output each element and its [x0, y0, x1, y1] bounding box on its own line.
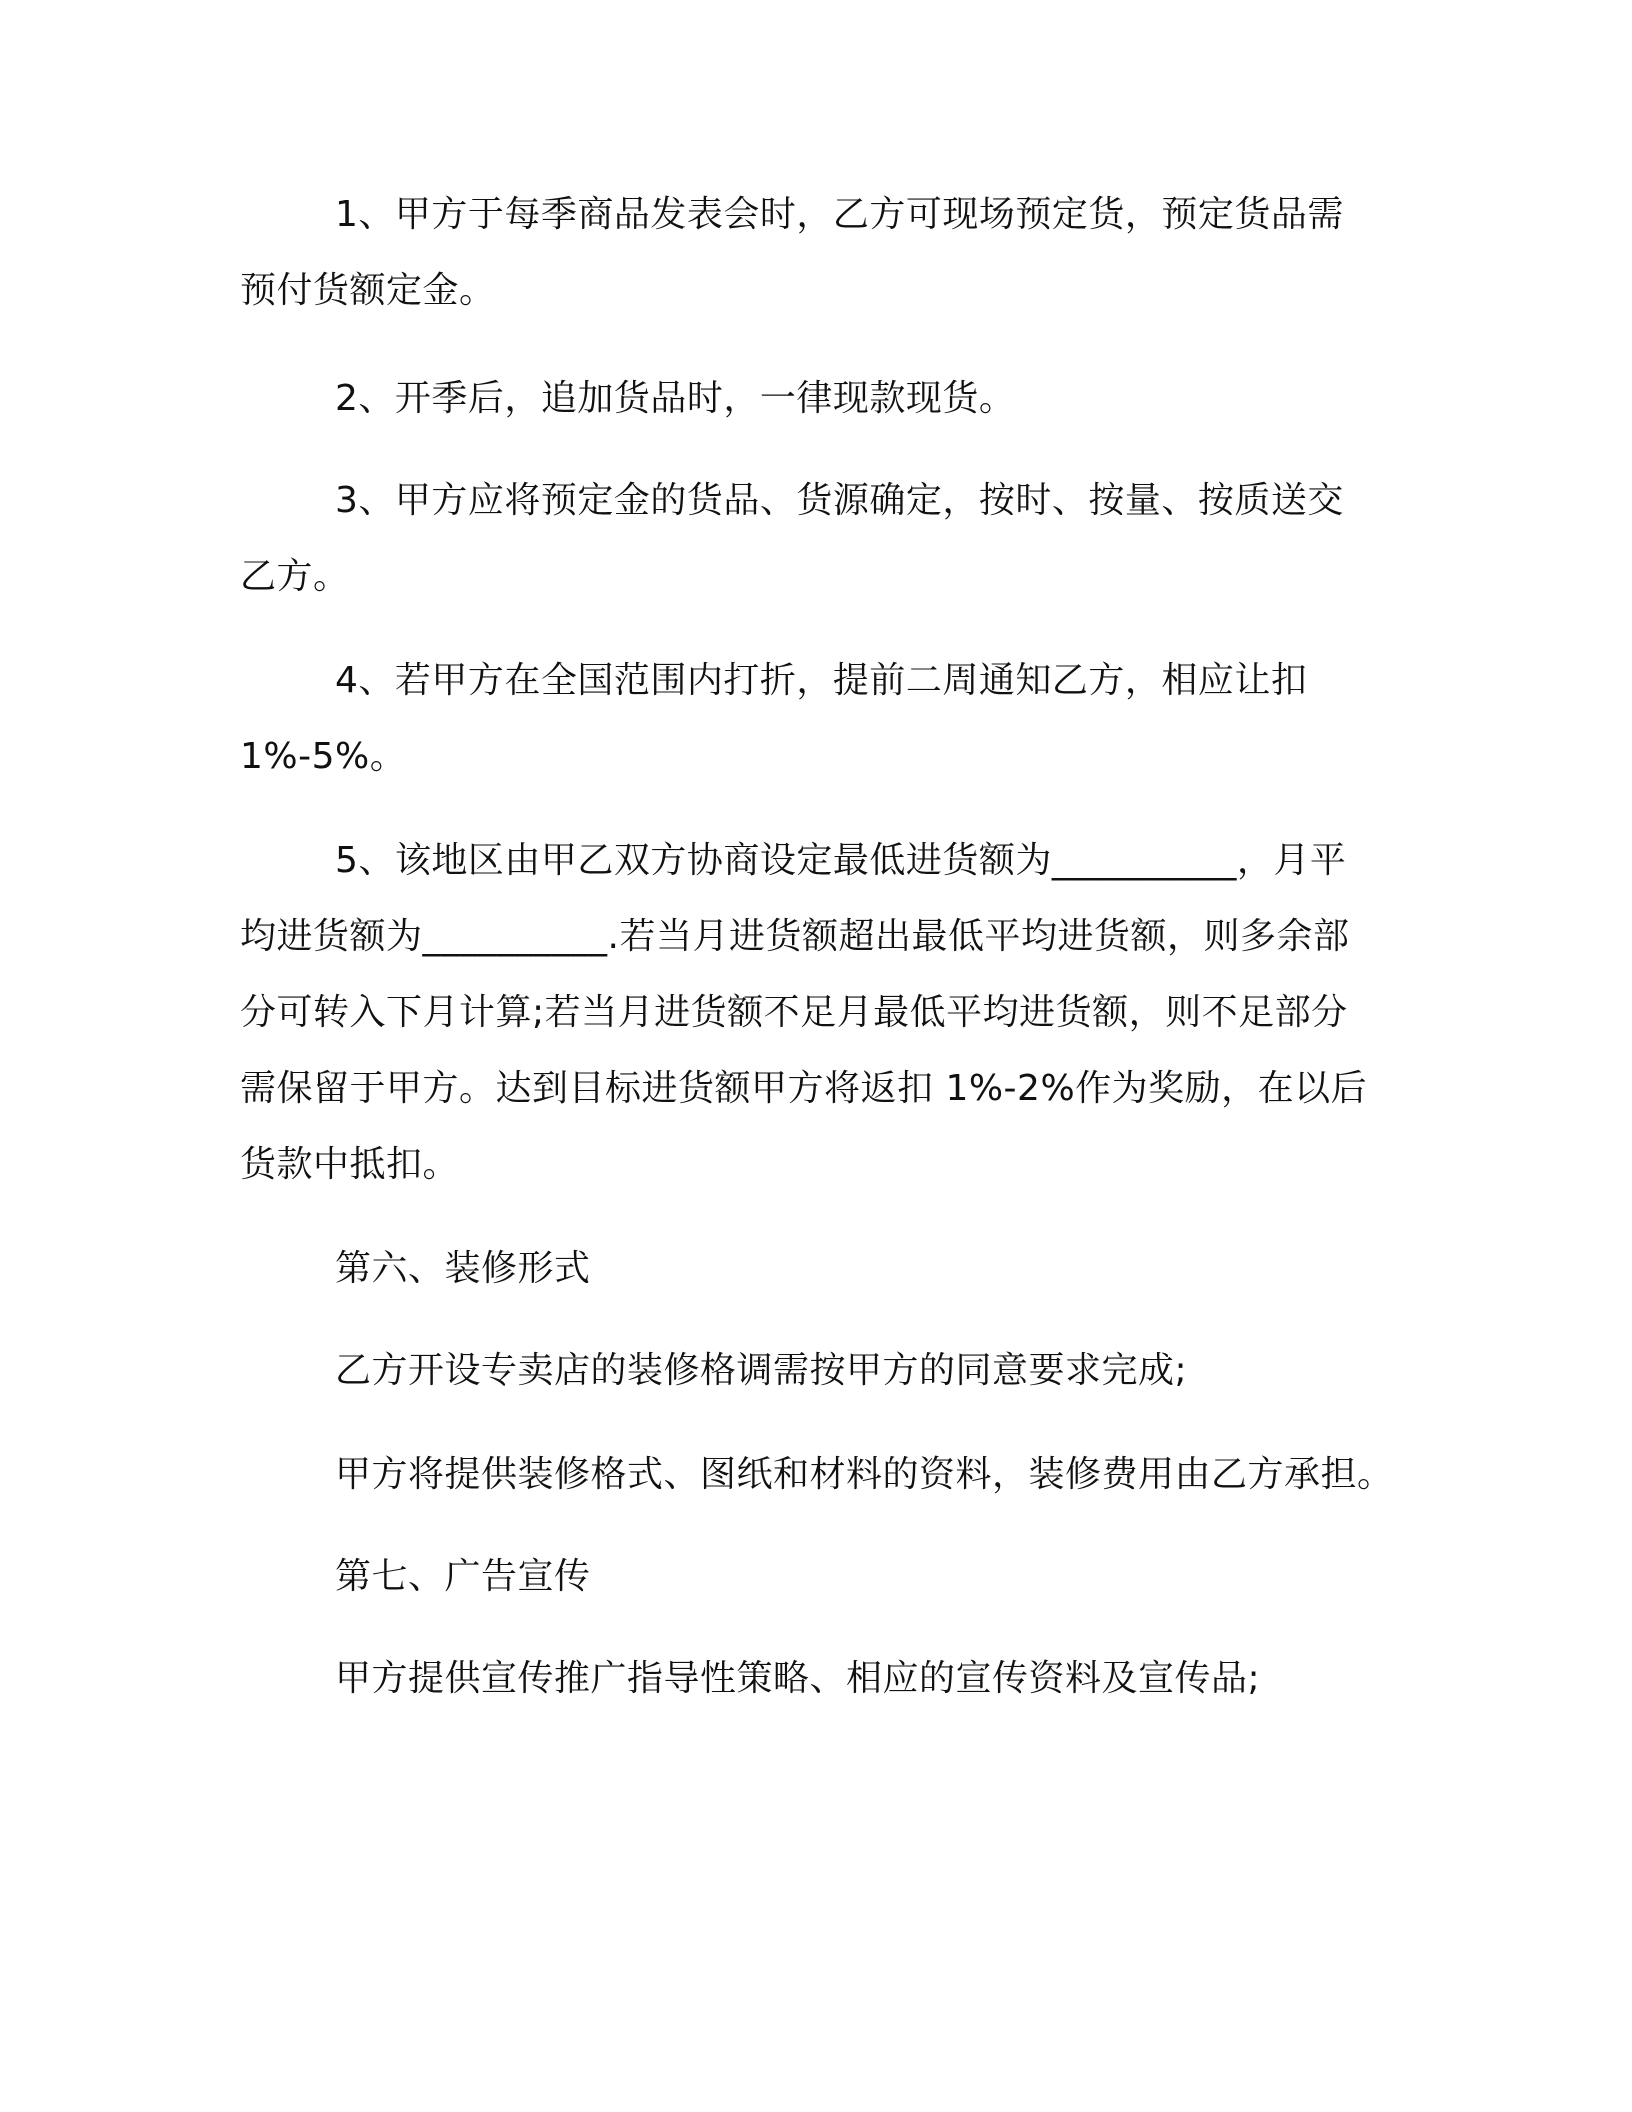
- clause-4-line-2: 1%-5%。: [240, 736, 407, 777]
- clause-1: [240, 177, 1400, 329]
- clause-5-line-1: 5、该地区由甲乙双方协商设定最低进货额为__________，月平: [335, 840, 1347, 881]
- clause-4: [240, 643, 1400, 795]
- section-6-heading: 第六、装修形式: [335, 1248, 591, 1289]
- clause-3-line-2: 乙方。: [240, 556, 350, 597]
- clause-1-line-1: 1、甲方于每季商品发表会时，乙方可现场预定货，预定货品需: [335, 194, 1344, 235]
- section-6-item-2: 甲方将提供装修格式、图纸和材料的资料，装修费用由乙方承担。: [335, 1454, 1394, 1495]
- clause-4-line-1: 4、若甲方在全国范围内打折，提前二周通知乙方，相应让扣: [335, 660, 1308, 701]
- clause-5-line-4: 需保留于甲方。达到目标进货额甲方将返扣 1%-2%作为奖励，在以后: [240, 1068, 1368, 1109]
- clause-5-line-3: 分可转入下月计算;若当月进货额不足月最低平均进货额，则不足部分: [240, 992, 1348, 1033]
- clause-5: [240, 823, 1400, 1203]
- section-7-item-1: 甲方提供宣传推广指导性策略、相应的宣传资料及宣传品;: [335, 1658, 1261, 1699]
- clause-5-line-2: 均进货额为__________.若当月进货额超出最低平均进货额，则多余部: [240, 916, 1350, 957]
- clause-2-line-1: 2、开季后，追加货品时，一律现款现货。: [335, 378, 1016, 419]
- clause-3-line-1: 3、甲方应将预定金的货品、货源确定，按时、按量、按质送交: [335, 480, 1344, 521]
- clause-5-line-5: 货款中抵扣。: [240, 1144, 460, 1185]
- section-6-item-1: 乙方开设专卖店的装修格调需按甲方的同意要求完成;: [335, 1350, 1188, 1391]
- clause-2: [240, 361, 1400, 437]
- clause-1-line-2: 预付货额定金。: [240, 270, 496, 311]
- section-7-heading: 第七、广告宣传: [335, 1556, 591, 1597]
- clause-3: [240, 463, 1400, 615]
